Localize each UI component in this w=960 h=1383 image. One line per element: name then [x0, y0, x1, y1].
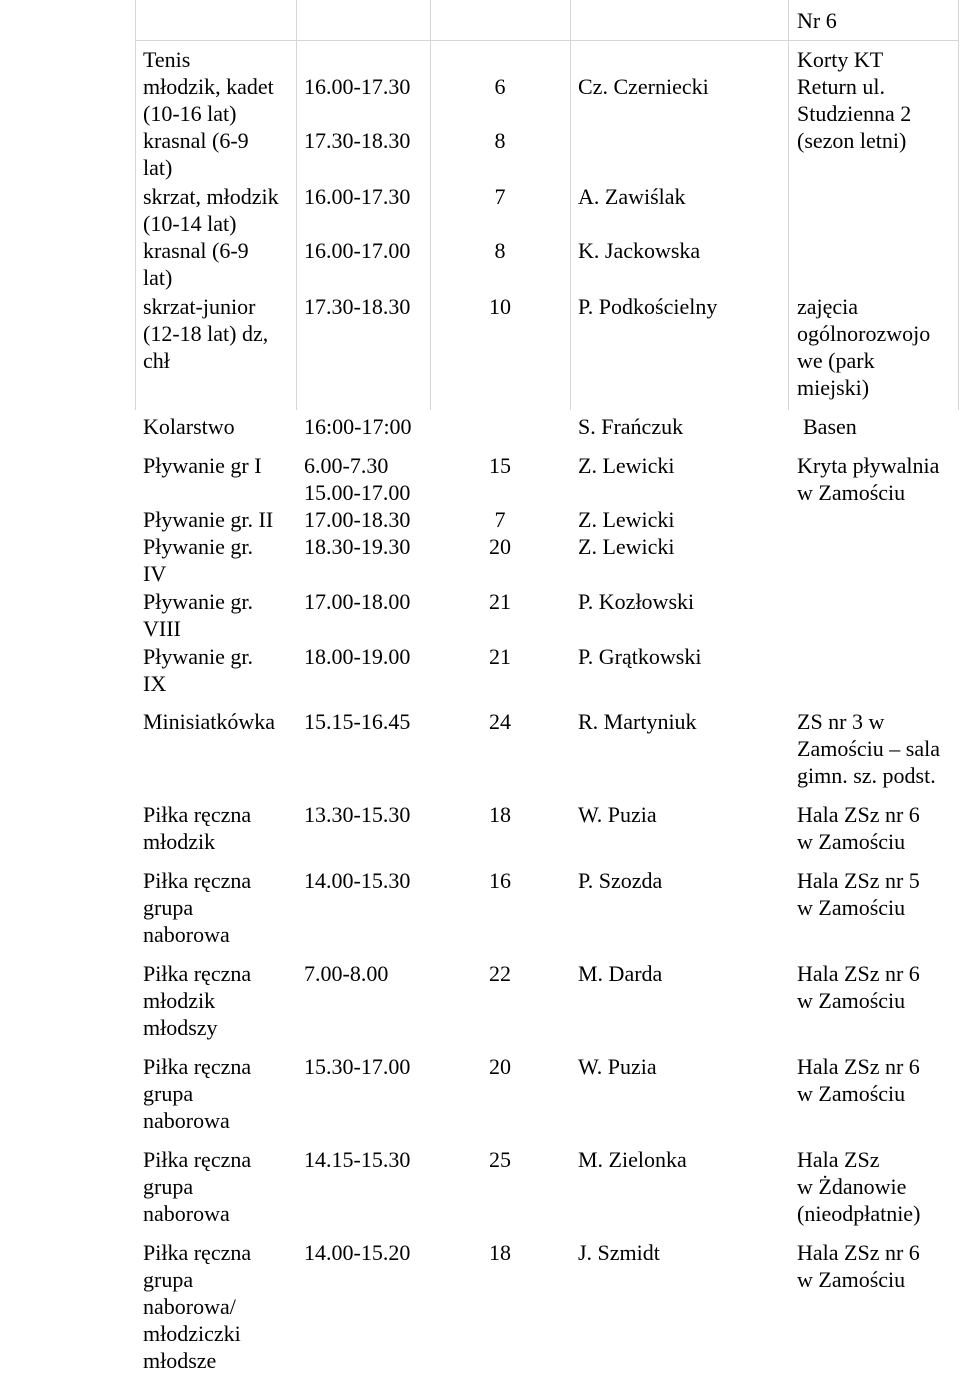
- tenis-trainer: P. Podkościelny: [578, 294, 718, 319]
- plywanie-name-line: Pływanie gr.: [143, 644, 253, 669]
- pilka-time: 14.00-15.30: [304, 868, 411, 893]
- pilka-place-line: Hala ZSz nr 6: [797, 802, 920, 827]
- pilka-trainer: M. Zielonka: [578, 1147, 687, 1172]
- plywanie-name-line: VIII: [143, 616, 181, 641]
- minisiatkowka-place-line: Zamościu – sala: [797, 736, 940, 761]
- pilka-name-line: młodziczki: [143, 1321, 241, 1346]
- grid-line: [958, 0, 959, 410]
- tenis-name-line: (12-18 lat) dz,: [143, 321, 269, 346]
- pilka-place-line: w Zamościu: [797, 1267, 906, 1292]
- tenis-note-line: miejski): [797, 375, 870, 400]
- pilka-place-line: Hala ZSz nr 5: [797, 868, 920, 893]
- minisiatkowka-time: 15.15-16.45: [304, 709, 411, 734]
- pilka-count: 22: [489, 961, 511, 986]
- minisiatkowka-trainer: R. Martyniuk: [578, 709, 697, 734]
- pilka-name-line: Piłka ręczna: [143, 1240, 252, 1265]
- pilka-place-line: Hala ZSz nr 6: [797, 1240, 920, 1265]
- tenis-trainer: A. Zawiślak: [578, 184, 686, 209]
- tenis-name-line: krasnal (6-9: [143, 238, 249, 263]
- tenis-place-line: Return ul.: [797, 74, 885, 99]
- pilka-count: 25: [489, 1147, 511, 1172]
- page-number: Nr 6: [797, 8, 837, 33]
- plywanie-trainer: Z. Lewicki: [578, 534, 675, 559]
- pilka-name-line: Piłka ręczna: [143, 1054, 252, 1079]
- pilka-name-line: naborowa/: [143, 1294, 236, 1319]
- tenis-trainer: Cz. Czerniecki: [578, 74, 709, 99]
- pilka-place-line: Hala ZSz nr 6: [797, 961, 920, 986]
- pilka-count: 18: [489, 802, 511, 827]
- tenis-place-line: Korty KT: [797, 47, 884, 72]
- tenis-count: 10: [489, 294, 511, 319]
- pilka-name-line: grupa: [143, 1081, 194, 1106]
- pilka-name-line: naborowa: [143, 1201, 230, 1226]
- plywanie-time: 15.00-17.00: [304, 480, 411, 505]
- pilka-name-line: młodszy: [143, 1015, 218, 1040]
- plywanie-name-line: Pływanie gr.: [143, 589, 253, 614]
- tenis-time: 17.30-18.30: [304, 128, 411, 153]
- pilka-time: 14.15-15.30: [304, 1147, 411, 1172]
- kolarstwo-place: Basen: [803, 414, 857, 439]
- pilka-time: 14.00-15.20: [304, 1240, 411, 1265]
- tenis-time: 16.00-17.00: [304, 238, 411, 263]
- tenis-time: 16.00-17.30: [304, 74, 411, 99]
- grid-line: [135, 0, 136, 410]
- plywanie-trainer: P. Grątkowski: [578, 644, 702, 669]
- pilka-trainer: M. Darda: [578, 961, 663, 986]
- plywanie-name-line: Pływanie gr I: [143, 453, 262, 478]
- minisiatkowka-count: 24: [489, 709, 511, 734]
- tenis-name-line: (10-16 lat): [143, 101, 237, 126]
- pilka-time: 13.30-15.30: [304, 802, 411, 827]
- pilka-place-line: w Zamościu: [797, 988, 906, 1013]
- tenis-place-line: Studzienna 2: [797, 101, 912, 126]
- pilka-name-line: młodsze: [143, 1348, 217, 1373]
- pilka-count: 16: [489, 868, 511, 893]
- plywanie-count: 7: [494, 507, 506, 532]
- tenis-count: 7: [494, 184, 506, 209]
- plywanie-time: 17.00-18.30: [304, 507, 411, 532]
- pilka-name-line: Piłka ręczna: [143, 961, 252, 986]
- pilka-name-line: młodzik: [143, 829, 216, 854]
- tenis-name-line: lat): [143, 155, 173, 180]
- pilka-place-line: w Zamościu: [797, 895, 906, 920]
- grid-line: [296, 0, 297, 410]
- plywanie-name-line: Pływanie gr.: [143, 534, 253, 559]
- tenis-place-line: (sezon letni): [797, 128, 907, 153]
- tenis-name-line: Tenis: [143, 47, 191, 72]
- kolarstwo-trainer: S. Frańczuk: [578, 414, 684, 439]
- minisiatkowka-name: Minisiatkówka: [143, 709, 275, 734]
- pilka-place-line: (nieodpłatnie): [797, 1201, 921, 1226]
- plywanie-trainer: P. Kozłowski: [578, 589, 695, 614]
- minisiatkowka-place-line: gimn. sz. podst.: [797, 763, 936, 788]
- pilka-place-line: w Zamościu: [797, 829, 906, 854]
- pilka-name-line: grupa: [143, 1267, 194, 1292]
- pilka-place-line: Hala ZSz: [797, 1147, 880, 1172]
- pilka-trainer: P. Szozda: [578, 868, 663, 893]
- grid-line: [430, 0, 431, 410]
- plywanie-name-line: Pływanie gr. II: [143, 507, 274, 532]
- pilka-time: 15.30-17.00: [304, 1054, 411, 1079]
- pilka-trainer: J. Szmidt: [578, 1240, 660, 1265]
- plywanie-time: 17.00-18.00: [304, 589, 411, 614]
- plywanie-trainer: Z. Lewicki: [578, 453, 675, 478]
- plywanie-trainer: Z. Lewicki: [578, 507, 675, 532]
- tenis-name-line: skrzat-junior: [143, 294, 256, 319]
- pilka-name-line: naborowa: [143, 1108, 230, 1133]
- tenis-name-line: chł: [143, 348, 170, 373]
- plywanie-place-line: w Zamościu: [797, 480, 906, 505]
- plywanie-time: 18.30-19.30: [304, 534, 411, 559]
- grid-line: [135, 40, 788, 41]
- tenis-time: 17.30-18.30: [304, 294, 411, 319]
- pilka-trainer: W. Puzia: [578, 1054, 657, 1079]
- pilka-name-line: Piłka ręczna: [143, 868, 252, 893]
- tenis-name-line: lat): [143, 265, 173, 290]
- plywanie-count: 15: [489, 453, 511, 478]
- tenis-count: 8: [494, 128, 506, 153]
- tenis-note-line: zajęcia: [797, 294, 859, 319]
- plywanie-count: 20: [489, 534, 511, 559]
- plywanie-name-line: IX: [143, 671, 167, 696]
- tenis-count: 6: [494, 74, 506, 99]
- pilka-name-line: młodzik: [143, 988, 216, 1013]
- plywanie-name-line: IV: [143, 561, 167, 586]
- kolarstwo-time: 16:00-17:00: [304, 414, 412, 439]
- plywanie-place-line: Kryta pływalnia: [797, 453, 940, 478]
- pilka-place-line: w Żdanowie: [797, 1174, 907, 1199]
- pilka-place-line: w Zamościu: [797, 1081, 906, 1106]
- grid-line: [570, 0, 571, 410]
- tenis-count: 8: [494, 238, 506, 263]
- pilka-place-line: Hala ZSz nr 6: [797, 1054, 920, 1079]
- pilka-trainer: W. Puzia: [578, 802, 657, 827]
- kolarstwo-name: Kolarstwo: [143, 414, 235, 439]
- tenis-note-line: we (park: [797, 348, 875, 373]
- pilka-time: 7.00-8.00: [304, 961, 389, 986]
- plywanie-time: 6.00-7.30: [304, 453, 389, 478]
- plywanie-count: 21: [489, 589, 511, 614]
- plywanie-count: 21: [489, 644, 511, 669]
- tenis-name-line: młodzik, kadet: [143, 74, 274, 99]
- pilka-name-line: grupa: [143, 1174, 194, 1199]
- grid-line: [788, 40, 958, 41]
- pilka-name-line: Piłka ręczna: [143, 1147, 252, 1172]
- tenis-trainer: K. Jackowska: [578, 238, 701, 263]
- pilka-count: 20: [489, 1054, 511, 1079]
- pilka-name-line: naborowa: [143, 922, 230, 947]
- tenis-name-line: krasnal (6-9: [143, 128, 249, 153]
- tenis-name-line: (10-14 lat): [143, 211, 237, 236]
- minisiatkowka-place-line: ZS nr 3 w: [797, 709, 885, 734]
- pilka-name-line: grupa: [143, 895, 194, 920]
- grid-line: [788, 0, 789, 410]
- tenis-name-line: skrzat, młodzik: [143, 184, 279, 209]
- tenis-time: 16.00-17.30: [304, 184, 411, 209]
- plywanie-time: 18.00-19.00: [304, 644, 411, 669]
- pilka-count: 18: [489, 1240, 511, 1265]
- pilka-name-line: Piłka ręczna: [143, 802, 252, 827]
- tenis-note-line: ogólnorozwojo: [797, 321, 931, 346]
